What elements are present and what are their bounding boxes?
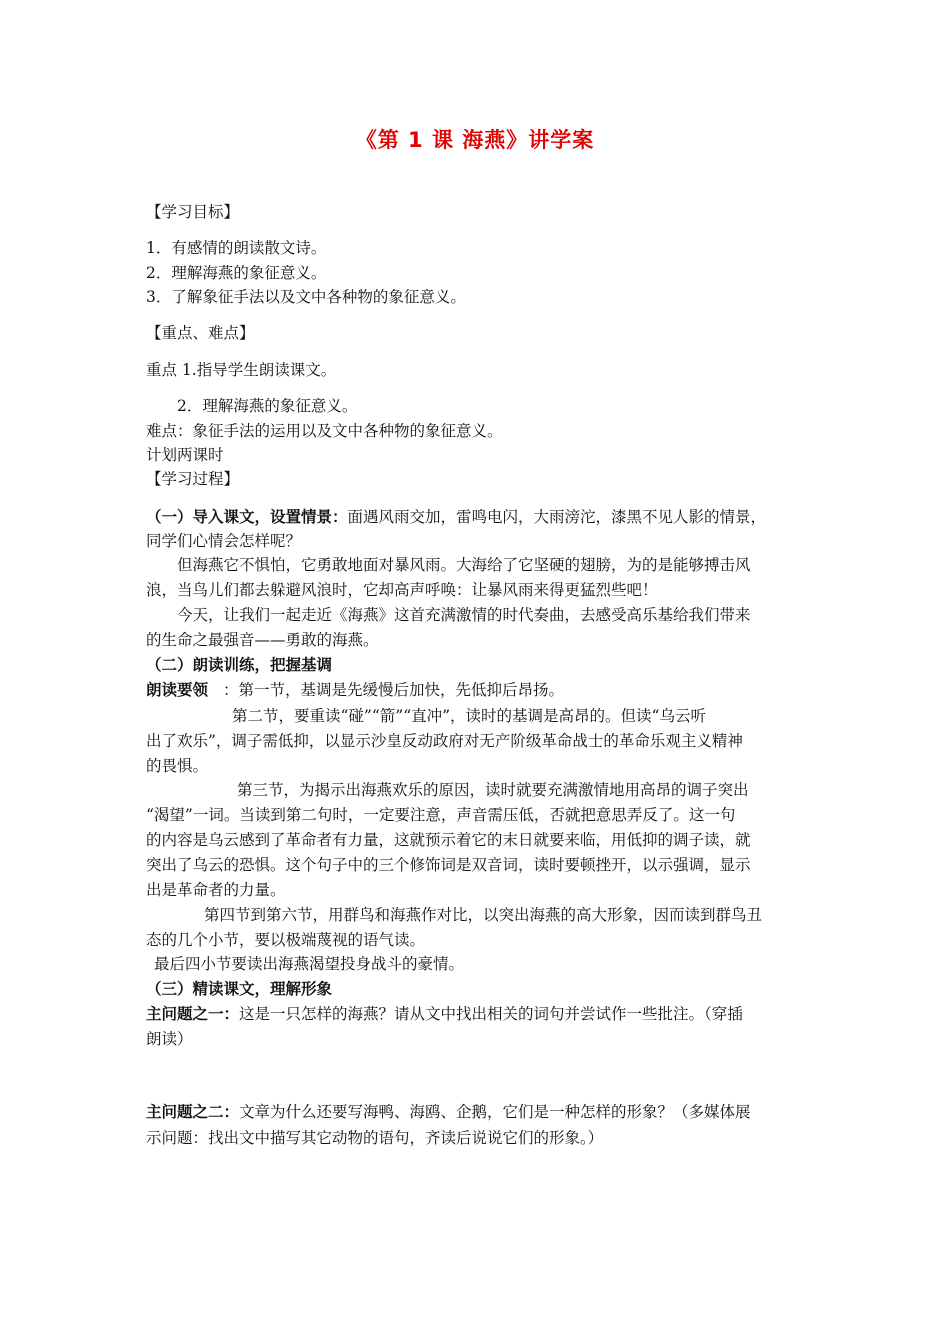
section-2-p2c: 的畏惧。 xyxy=(146,757,209,775)
keypoints-heading: 【重点、难点】 xyxy=(146,324,255,342)
goal-item-1: 1．有感情的朗读散文诗。 xyxy=(146,239,327,257)
section-2-p3e: 出是革命者的力量。 xyxy=(146,881,286,899)
section-1-label: （一）导入课文，设置情景： xyxy=(146,508,348,526)
section-2-p3b: “渴望”一词。当读到第二句时，一定要注意，声音需压低，否就把意思弄反了。这一句 xyxy=(146,806,736,824)
section-2-p4a: 第四节到第六节，用群鸟和海燕作对比，以突出海燕的高大形象，因而读到群鸟丑 xyxy=(204,906,763,924)
question-1-line-2: 朗读） xyxy=(146,1030,193,1048)
section-1-para-3a: 今天，让我们一起走近《海燕》这首充满激情的时代奏曲，去感受高乐基给我们带来 xyxy=(177,606,751,624)
section-2-p3d: 突出了乌云的恐惧。这个句子中的三个修饰词是双音词，读时要顿挫开，以示强调，显示 xyxy=(146,856,751,874)
section-2-p5: 最后四小节要读出海燕渴望投身战斗的豪情。 xyxy=(154,955,465,973)
section-2-p3c: 的内容是乌云感到了革命者有力量，这就预示着它的末日就要来临，用低抑的调子读，就 xyxy=(146,831,751,849)
section-1-para-2b: 浪，当鸟儿们都去躲避风浪时，它却高声呼唤：让暴风雨来得更猛烈些吧！ xyxy=(146,581,658,599)
question-2-line-2: 示问题：找出文中描写其它动物的语句，齐读后说说它们的形象。） xyxy=(146,1129,604,1147)
section-2-heading: （二）朗读训练，把握基调 xyxy=(146,656,333,674)
goals-heading: 【学习目标】 xyxy=(146,203,240,221)
section-1-para-2a: 但海燕它不惧怕，它勇敢地面对暴风雨。大海给了它坚硬的翅膀，为的是能够搏击风 xyxy=(177,556,751,574)
section-1-line-1 xyxy=(146,505,802,529)
question-1-line-1 xyxy=(146,1002,802,1026)
question-2-text: 文章为什么还要写海鸭、海鸥、企鹅，它们是一种怎样的形象？（多媒体展 xyxy=(239,1103,751,1121)
plan-text: 计划两课时 xyxy=(146,446,224,464)
process-heading: 【学习过程】 xyxy=(146,470,240,488)
question-1-label: 主问题之一： xyxy=(146,1005,240,1023)
reading-key-label: 朗读要领 xyxy=(146,681,209,699)
question-1-text: 这是一只怎样的海燕？请从文中找出相关的词句并尝试作一些批注。（穿插 xyxy=(239,1005,743,1023)
section-3-heading: （三）精读课文，理解形象 xyxy=(146,980,333,998)
section-1-para-3b: 的生命之最强音——勇敢的海燕。 xyxy=(146,631,379,649)
difficulty-text: 难点：象征手法的运用以及文中各种物的象征意义。 xyxy=(146,422,503,440)
goal-item-3: 3．了解象征手法以及文中各种物的象征意义。 xyxy=(146,288,466,306)
key-point-1: 重点 1.指导学生朗读课文。 xyxy=(146,361,337,379)
section-2-p3a: 第三节，为揭示出海燕欢乐的原因，读时就要充满激情地用高昂的调子突出 xyxy=(237,781,749,799)
section-2-p2b: 出了欢乐”，调子需低抑，以显示沙皇反动政府对无产阶级革命战士的革命乐观主义精神 xyxy=(146,732,743,750)
section-2-p4b: 态的几个小节，要以极端蔑视的语气读。 xyxy=(146,931,426,949)
reading-key-text: ：第一节，基调是先缓慢后加快，先低抑后昂扬。 xyxy=(222,681,564,699)
question-2-line-1 xyxy=(146,1100,802,1124)
goal-item-2: 2．理解海燕的象征意义。 xyxy=(146,264,327,282)
reading-key-line xyxy=(146,678,802,702)
section-1-text: 面遇风雨交加，雷鸣电闪，大雨滂沱，漆黑不见人影的情景， xyxy=(347,508,767,526)
section-1-line-2: 同学们心情会怎样呢？ xyxy=(146,532,302,550)
key-point-2: 2．理解海燕的象征意义。 xyxy=(177,397,358,415)
section-2-p2a: 第二节，要重读“碰”“箭”“直冲”，读时的基调是高昂的。但读“乌云听 xyxy=(232,707,706,725)
page-title: 《第 1 课 海燕》讲学案 xyxy=(355,128,595,152)
question-2-label: 主问题之二： xyxy=(146,1103,240,1121)
